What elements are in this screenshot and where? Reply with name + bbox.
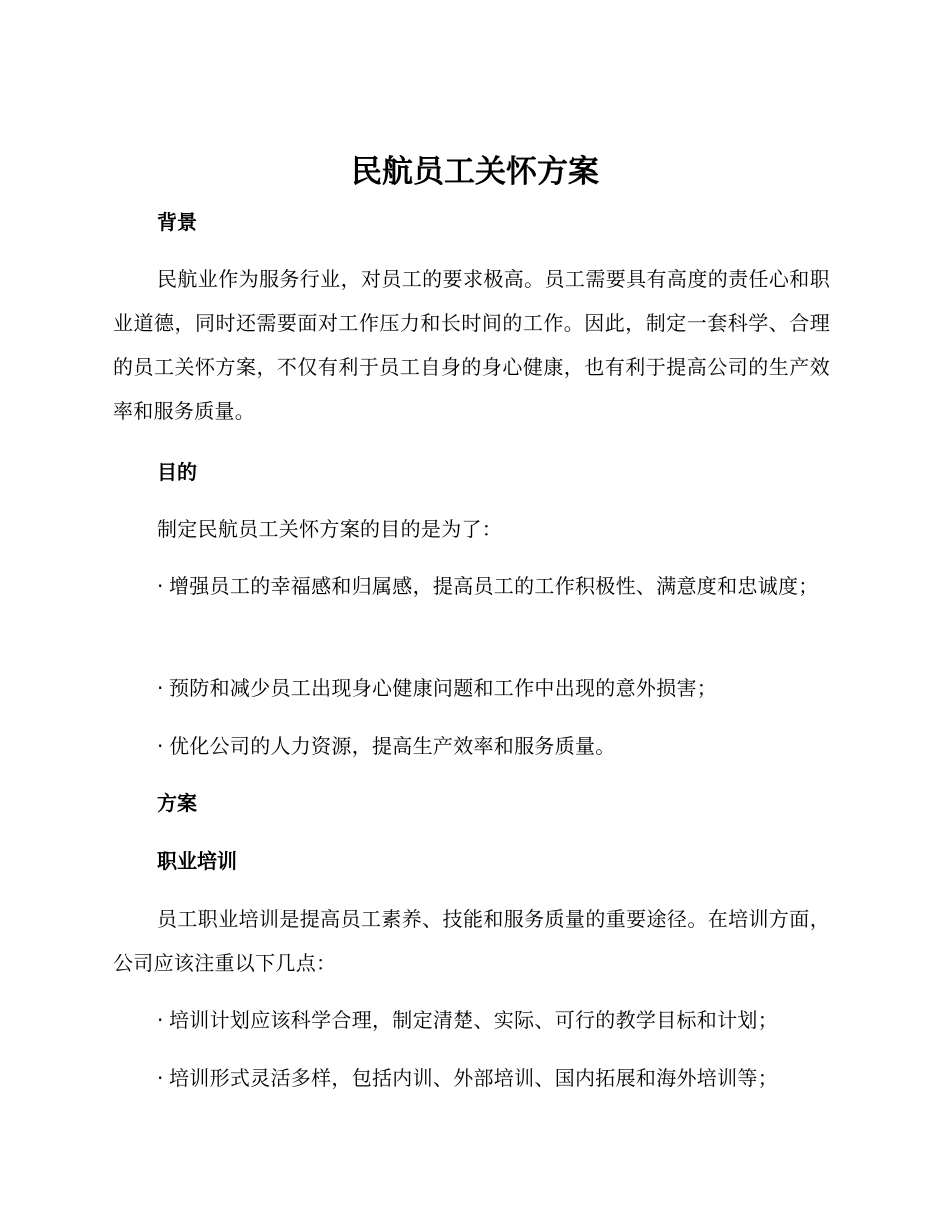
- section-heading-purpose: 目的: [157, 460, 197, 484]
- bullet-text: 预防和减少员工出现身心健康问题和工作中出现的意外损害；: [169, 676, 718, 700]
- bullet-dot: ·: [157, 1066, 164, 1090]
- purpose-bullet-item: [113, 564, 830, 608]
- bullet-dot: ·: [157, 574, 164, 598]
- section-heading-background: 背景: [157, 210, 197, 234]
- bullet-text: 培训计划应该科学合理，制定清楚、实际、可行的教学目标和计划；: [169, 1008, 778, 1032]
- bullet-dot: ·: [157, 734, 164, 758]
- purpose-intro-paragraph: 制定民航员工关怀方案的目的是为了：: [157, 517, 503, 541]
- purpose-bullet-item: [113, 666, 830, 710]
- purpose-bullet-item: [113, 724, 830, 768]
- training-bullet-item: [113, 998, 830, 1042]
- background-paragraph: 民航业作为服务行业，对员工的要求极高。员工需要具有高度的责任心和职业道德，同时还需要面对工作压力和长时间的工作。因此，制定一套科学、合理的员工关怀方案，不仅有利于员工自身的身心健康，也有利于提高公司的生产效率和服务质量。: [113, 267, 830, 423]
- document-title: 民航员工关怀方案: [351, 154, 599, 190]
- training-bullet-item: [113, 1056, 830, 1100]
- bullet-dot: ·: [157, 676, 164, 700]
- training-intro-paragraph: 员工职业培训是提高员工素养、技能和服务质量的重要途径。在培训方面，公司应该注重以下几点：: [113, 907, 830, 975]
- bullet-text: 增强员工的幸福感和归属感，提高员工的工作积极性、满意度和忠诚度；: [169, 574, 819, 598]
- section-heading-training: 职业培训: [157, 849, 237, 873]
- bullet-dot: ·: [157, 1008, 164, 1032]
- bullet-text: 优化公司的人力资源，提高生产效率和服务质量。: [169, 734, 616, 758]
- section-heading-plan: 方案: [157, 791, 197, 815]
- bullet-text: 培训形式灵活多样，包括内训、外部培训、国内拓展和海外培训等；: [169, 1066, 778, 1090]
